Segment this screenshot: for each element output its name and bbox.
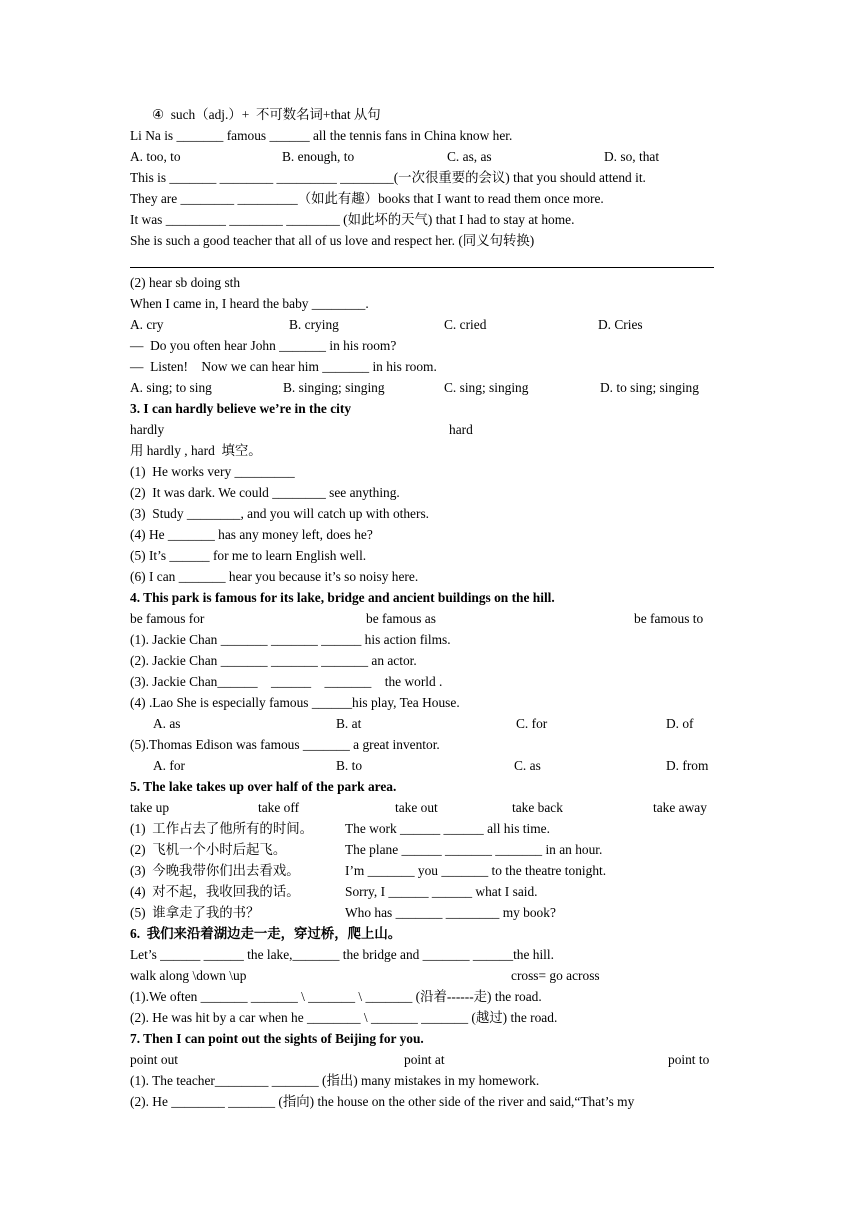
option-a: A. for xyxy=(153,758,185,773)
word-row xyxy=(130,966,730,986)
english-sentence: The work ______ ______ all his time. xyxy=(345,821,550,836)
exercise-line: Li Na is _______ famous ______ all the tennis fans in China know her. xyxy=(130,128,513,143)
word-take-up: take up xyxy=(130,800,170,815)
word-walk-along: walk along \down \up xyxy=(130,968,247,983)
option-d: D. Cries xyxy=(598,317,643,332)
chinese-sentence: (4) 对不起，我收回我的话。 xyxy=(130,884,300,899)
chinese-sentence: (1) 工作占去了他所有的时间。 xyxy=(130,821,313,836)
word-cross: cross= go across xyxy=(511,968,600,983)
exercise-line: (2). Jackie Chan _______ _______ _______ an actor. xyxy=(130,653,417,668)
option-a: A. as xyxy=(153,716,181,731)
section-4-heading: 4. This park is famous for its lake, bridge and ancient buildings on the hill. xyxy=(130,590,555,605)
dialogue-line: — Do you often hear John _______ in his room? xyxy=(130,338,397,353)
option-a: A. sing; to sing xyxy=(130,380,212,395)
option-c: C. cried xyxy=(444,317,487,332)
option-c: C. as xyxy=(514,758,541,773)
option-d: D. so, that xyxy=(604,149,660,164)
dialogue-line: — Listen! Now we can hear him _______ in his room. xyxy=(130,359,437,374)
option-b: B. singing; singing xyxy=(283,380,385,395)
instruction: 用 hardly , hard 填空。 xyxy=(130,443,262,458)
word-row xyxy=(130,609,714,629)
options-row xyxy=(130,147,730,167)
chinese-sentence: (2) 飞机一个小时后起飞。 xyxy=(130,842,287,857)
option-c: C. sing; singing xyxy=(444,380,529,395)
word-point-to: point to xyxy=(668,1052,710,1067)
option-d: D. from xyxy=(666,758,709,773)
exercise-line: (5) It’s ______ for me to learn English well. xyxy=(130,548,367,563)
exercise-line: When I came in, I heard the baby ________. xyxy=(130,296,369,311)
option-a: A. too, to xyxy=(130,149,181,164)
option-d: D. of xyxy=(666,716,694,731)
word-famous-to: be famous to xyxy=(634,611,704,626)
word-row xyxy=(130,1050,720,1070)
hear-sb-doing-heading: (2) hear sb doing sth xyxy=(130,275,241,290)
exercise-line: (2). He ________ _______ (指向) the house on the other side of the river and said,“That’s my xyxy=(130,1094,635,1109)
word-hard: hard xyxy=(449,422,473,437)
exercise-line: It was _________ ________ ________ (如此坏的天气) that I had to stay at home. xyxy=(130,212,575,227)
exercise-line: (4) .Lao She is especially famous ______his play, Tea House. xyxy=(130,695,460,710)
exercise-line: (5).Thomas Edison was famous _______ a great inventor. xyxy=(130,737,440,752)
section-5-heading: 5. The lake takes up over half of the park area. xyxy=(130,779,397,794)
exercise-line: They are ________ _________（如此有趣）books that I want to read them once more. xyxy=(130,191,604,206)
option-c: C. for xyxy=(516,716,548,731)
chinese-sentence: (5) 谁拿走了我的书？ xyxy=(130,905,260,920)
word-row xyxy=(130,420,730,440)
exercise-line: (3) Study ________, and you will catch up with others. xyxy=(130,506,430,521)
translation-row xyxy=(130,861,730,881)
option-b: B. enough, to xyxy=(282,149,355,164)
exercise-line: (6) I can _______ hear you because it’s so noisy here. xyxy=(130,569,419,584)
options-row xyxy=(130,756,730,776)
section-3-heading: 3. I can hardly believe we’re in the city xyxy=(130,401,352,416)
exercise-line: She is such a good teacher that all of us love and respect her. (同义句转换) xyxy=(130,233,535,248)
word-famous-as: be famous as xyxy=(366,611,436,626)
translation-row xyxy=(130,819,730,839)
exercise-line: (1). The teacher________ _______ (指出) many mistakes in my homework. xyxy=(130,1073,540,1088)
exercise-line: (2). He was hit by a car when he ________ \ _______ _______ (越过) the road. xyxy=(130,1010,558,1025)
options-row xyxy=(130,714,730,734)
english-sentence: Sorry, I ______ ______ what I said. xyxy=(345,884,538,899)
english-sentence: Who has _______ ________ my book? xyxy=(345,905,556,920)
word-point-out: point out xyxy=(130,1052,178,1067)
exercise-line: (1).We often _______ _______ \ _______ \ _______ (沿着------走) the road. xyxy=(130,989,542,1004)
option-a: A. cry xyxy=(130,317,164,332)
option-b: B. at xyxy=(336,716,362,731)
exercise-line: (3). Jackie Chan______ ______ _______ the world . xyxy=(130,674,443,689)
word-take-off: take off xyxy=(258,800,300,815)
options-row xyxy=(130,315,730,335)
section-6-heading: 6. 我们来沿着湖边走一走，穿过桥，爬上山。 xyxy=(130,926,402,941)
option-c: C. as, as xyxy=(447,149,492,164)
translation-row xyxy=(130,903,730,923)
translation-row xyxy=(130,882,730,902)
word-famous-for: be famous for xyxy=(130,611,205,626)
english-sentence: The plane ______ _______ _______ in an hour. xyxy=(345,842,603,857)
word-take-back: take back xyxy=(512,800,563,815)
option-d: D. to sing; singing xyxy=(600,380,699,395)
word-row xyxy=(130,798,720,818)
section-7-heading: 7. Then I can point out the sights of Beijing for you. xyxy=(130,1031,424,1046)
chinese-sentence: (3) 今晚我带你们出去看戏。 xyxy=(130,863,300,878)
word-take-out: take out xyxy=(395,800,438,815)
exercise-line: (1) He works very _________ xyxy=(130,464,295,479)
exercise-line: This is _______ ________ _________ ________(一次很重要的会议) that you should attend it. xyxy=(130,170,646,185)
options-row xyxy=(130,378,730,398)
english-sentence: I’m _______ you _______ to the theatre tonight. xyxy=(345,863,607,878)
exercise-line: Let’s ______ ______ the lake,_______ the bridge and _______ ______the hill. xyxy=(130,947,554,962)
answer-line xyxy=(130,267,714,268)
option-b: B. crying xyxy=(289,317,339,332)
translation-row xyxy=(130,840,730,860)
exercise-line: (1). Jackie Chan _______ _______ ______ his action films. xyxy=(130,632,451,647)
exercise-line: (4) He _______ has any money left, does he? xyxy=(130,527,373,542)
such-structure-heading: ④ such（adj.）+ 不可数名词+that 从句 xyxy=(152,107,381,122)
word-take-away: take away xyxy=(653,800,707,815)
exercise-line: (2) It was dark. We could ________ see anything. xyxy=(130,485,400,500)
option-b: B. to xyxy=(336,758,363,773)
word-hardly: hardly xyxy=(130,422,165,437)
word-point-at: point at xyxy=(404,1052,445,1067)
